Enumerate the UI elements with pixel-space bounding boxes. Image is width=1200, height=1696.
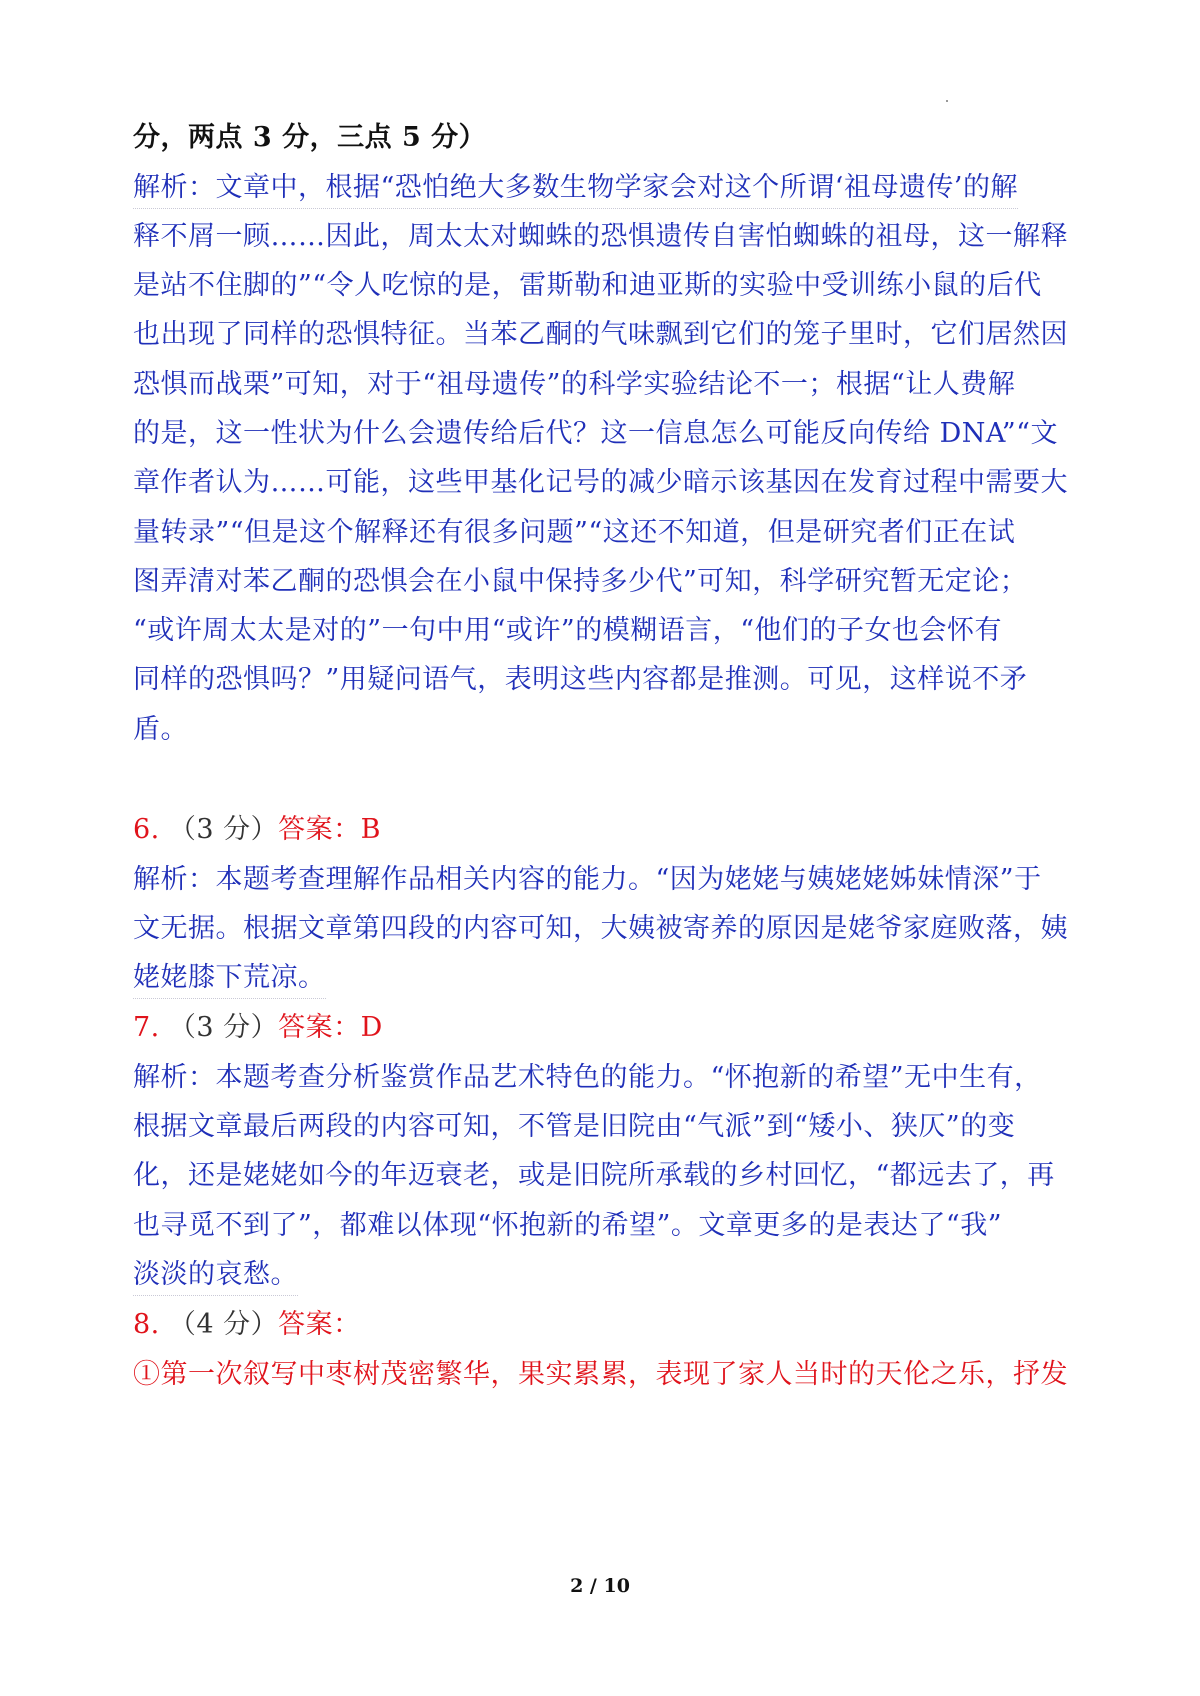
question-8-header bbox=[133, 1305, 361, 1345]
analysis-line: 也出现了同样的恐惧特征。当苯乙酮的气味飘到它们的笼子里时，它们居然因 bbox=[133, 319, 1068, 350]
question-7-header bbox=[133, 1008, 383, 1048]
analysis-line: 也寻觅不到了”，都难以体现“怀抱新的希望”。文章更多的是表达了“我” bbox=[133, 1210, 1003, 1241]
analysis-line: 盾。 bbox=[133, 714, 188, 745]
page-number: 2 / 10 bbox=[570, 1575, 630, 1597]
question-number: 8. bbox=[133, 1309, 160, 1340]
question-6-header bbox=[133, 810, 381, 850]
analysis-line: 淡淡的哀愁。 bbox=[133, 1255, 298, 1296]
analysis-line: 是站不住脚的”“令人吃惊的是，雷斯勒和迪亚斯的实验中受训练小鼠的后代 bbox=[133, 270, 1042, 301]
analysis-line: 章作者认为……可能，这些甲基化记号的减少暗示该基因在发育过程中需要大 bbox=[133, 467, 1068, 498]
answer-line: ①第一次叙写中枣树茂密繁华，果实累累，表现了家人当时的天伦之乐，抒发 bbox=[133, 1359, 1068, 1390]
question-number: 7. bbox=[133, 1012, 160, 1043]
speck bbox=[946, 100, 948, 102]
analysis-line: 同样的恐惧吗？”用疑问语气，表明这些内容都是推测。可见，这样说不矛 bbox=[133, 664, 1028, 695]
analysis-line: 图弄清对苯乙酮的恐惧会在小鼠中保持多少代”可知，科学研究暂无定论； bbox=[133, 566, 1028, 597]
question-points: （4 分） bbox=[168, 1309, 279, 1340]
analysis-line: 解析：文章中，根据“恐怕绝大多数生物学家会对这个所谓‘祖母遗传’的解 bbox=[133, 168, 1018, 209]
analysis-line: 释不屑一顾……因此，周太太对蜘蛛的恐惧遗传自害怕蜘蛛的祖母，这一解释 bbox=[133, 221, 1068, 252]
analysis-line: 姥姥膝下荒凉。 bbox=[133, 958, 326, 999]
intro-line: 分，两点 3 分，三点 5 分） bbox=[133, 122, 487, 153]
question-answer: 答案：D bbox=[278, 1012, 383, 1043]
question-number: 6. bbox=[133, 814, 160, 845]
analysis-line: 解析：本题考查分析鉴赏作品艺术特色的能力。“怀抱新的希望”无中生有， bbox=[133, 1062, 1042, 1093]
analysis-line: 文无据。根据文章第四段的内容可知，大姨被寄养的原因是姥爷家庭败落，姨 bbox=[133, 913, 1068, 944]
analysis-line: 量转录”“但是这个解释还有很多问题”“这还不知道，但是研究者们正在试 bbox=[133, 517, 1016, 548]
analysis-line: 解析：本题考查理解作品相关内容的能力。“因为姥姥与姨姥姥姊妹情深”于 bbox=[133, 864, 1042, 895]
question-answer: 答案： bbox=[278, 1309, 361, 1340]
analysis-line: 化，还是姥姥如今的年迈衰老，或是旧院所承载的乡村回忆，“都远去了，再 bbox=[133, 1160, 1055, 1191]
analysis-line: 恐惧而战栗”可知，对于“祖母遗传”的科学实验结论不一；根据“让人费解 bbox=[133, 369, 1016, 400]
question-points: （3 分） bbox=[168, 1012, 279, 1043]
analysis-line: “或许周太太是对的”一句中用“或许”的模糊语言，“他们的子女也会怀有 bbox=[133, 615, 1003, 646]
question-answer: 答案：B bbox=[278, 814, 381, 845]
analysis-line: 根据文章最后两段的内容可知，不管是旧院由“气派”到“矮小、狭仄”的变 bbox=[133, 1111, 1016, 1142]
question-points: （3 分） bbox=[168, 814, 279, 845]
analysis-line: 的是，这一性状为什么会遗传给后代？这一信息怎么可能反向传给 DNA”“文 bbox=[133, 418, 1058, 449]
